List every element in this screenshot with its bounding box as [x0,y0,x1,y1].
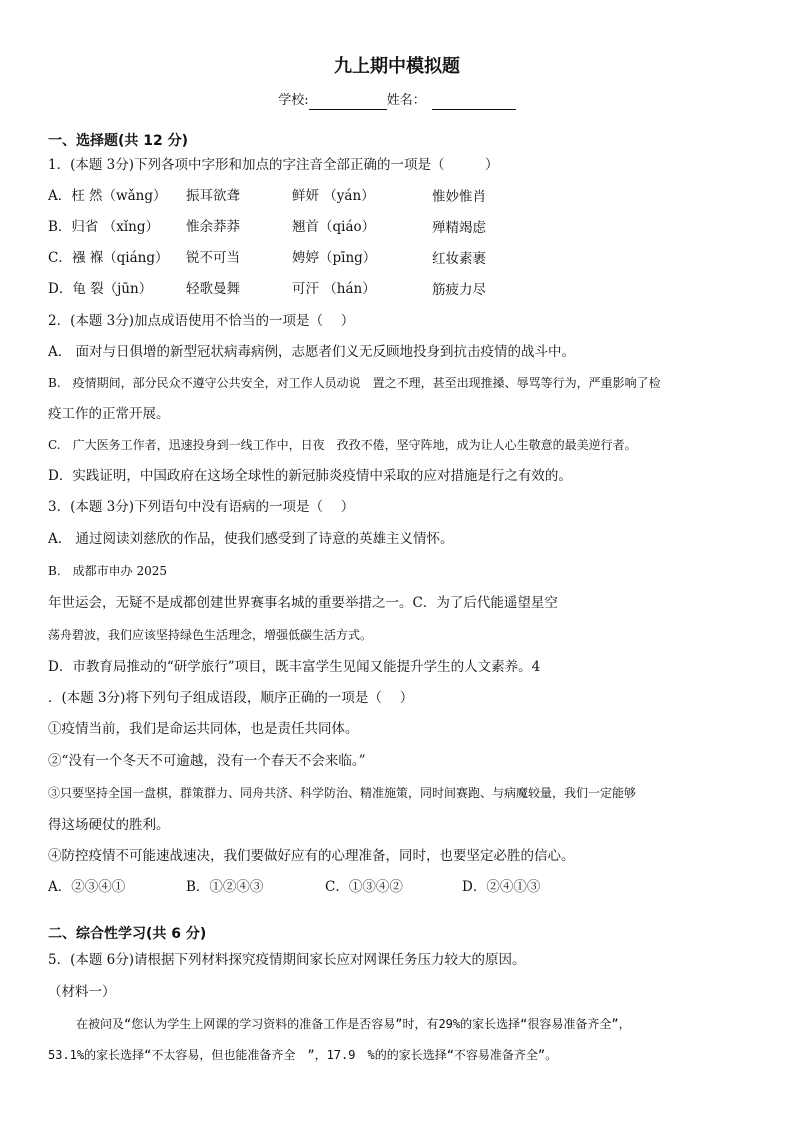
q3-option-b-line1: B. 成都市申办 2025 [48,564,167,578]
q2-option-d: D．实践证明，中国政府在这场全球性的新冠肺炎疫情中采取的应对措施是行之有效的。 [48,468,572,484]
school-blank[interactable] [309,95,387,110]
q4-option-a: A．②③④① [48,879,126,895]
q4-sentence-1: ①疫情当前，我们是命运共同体，也是责任共同体。 [48,721,359,737]
q3-option-a: A. 通过阅读刘慈欣的作品，使我们感受到了诗意的英雄主义情怀。 [48,531,454,547]
q1-option-b-word: 翘首（qiáo） [292,219,376,235]
q4-sentence-3-line2: 得这场硬仗的胜利。 [48,817,170,833]
q1-option-c-idiom2: 红妆素裹 [432,251,486,267]
q1-option-d-idiom: 轻歌曼舞 [186,281,240,297]
q3-option-c: 荡舟碧波，我们应该坚持绿色生活理念，增强低碳生活方式。 [48,628,373,642]
q1-option-a-idiom: 振耳欲聋 [186,188,240,204]
q1-option-a-word: 鲜妍 （yán） [292,188,375,204]
material-1-label: （材料一） [48,984,116,1000]
question-3-stem: 3．(本题 3分)下列语句中没有语病的一项是（ ） [48,499,355,515]
question-1-stem: 1．(本题 3分)下列各项中字形和加点的字注音全部正确的一项是（ ） [48,157,499,173]
q4-sentence-4: ④防控疫情不可能速战速决，我们要做好应有的心理准备，同时，也要坚定必胜的信心。 [48,848,575,864]
question-5-stem: 5．(本题 6分)请根据下列材料探究疫情期间家长应对网课任务压力较大的原因。 [48,952,526,968]
section-heading-choice: 一、选择题(共 12 分) [48,133,189,149]
student-info-line [0,92,794,110]
q4-option-b: B．①②④③ [186,879,264,895]
q1-option-d-idiom2: 筋疲力尽 [432,282,486,298]
school-label: 学校: [278,93,309,108]
q1-option-d-word: 可汗 （hán） [292,281,376,297]
q1-option-c: C．襁 褓（qiáng） [48,250,169,266]
section-heading-comprehensive: 二、综合性学习(共 6 分) [48,926,207,942]
q1-option-b-idiom2: 殚精竭虑 [432,220,486,236]
q1-option-b: B．归省 （xǐng） [48,219,159,235]
q3-option-b-line2: 年世运会，无疑不是成都创建世界赛事名城的重要举措之一。C．为了后代能遥望星空 [48,595,558,611]
name-blank[interactable] [432,95,516,110]
q1-option-d: D．龟 裂（jūn） [48,281,153,297]
q4-option-c: C．①③④② [325,879,403,895]
q1-option-c-word: 娉婷（pīng） [292,250,377,266]
material-1-paragraph-line1: 在被问及“您认为学生上网课的学习资料的准备工作是否容易”时，有29%的家长选择“很容易准备齐全”， [76,1017,631,1031]
q1-option-b-idiom: 惟余莽莽 [186,219,240,235]
q2-option-b-line2: 疫工作的正常开展。 [48,406,170,422]
q3-option-d: D．市教育局推动的“研学旅行”项目，既丰富学生见闻又能提升学生的人文素养。4 [48,659,541,675]
q2-option-c: C. 广大医务工作者，迅速投身到一线工作中，日夜 孜孜不倦，坚守阵地，成为让人心生敬意的最美逆行者。 [48,438,637,452]
question-4-stem: ．(本题 3分)将下列句子组成语段，顺序正确的一项是（ ） [48,690,414,706]
q1-option-a: A．枉 然（wǎng） [48,188,167,204]
q4-sentence-2: ②“没有一个冬天不可逾越，没有一个春天不会来临。” [48,753,366,769]
name-label: 姓名： [386,93,426,108]
question-2-stem: 2．(本题 3分)加点成语使用不恰当的一项是（ ） [48,313,355,329]
q2-option-a: A. 面对与日俱增的新型冠状病毒病例，志愿者们义无反顾地投身到抗击疫情的战斗中。 [48,344,576,360]
q1-option-c-idiom: 锐不可当 [186,250,240,266]
q4-option-d: D．②④①③ [462,879,541,895]
q1-option-a-idiom2: 惟妙惟肖 [432,189,486,205]
q4-sentence-3-line1: ③只要坚持全国一盘棋，群策群力、同舟共济、科学防治、精准施策，同时间赛跑、与病魔较量，我们一定能够 [48,786,637,800]
page-title: 九上期中模拟题 [334,56,460,77]
material-1-paragraph-line2: 53.1%的家长选择“不太容易，但也能准备齐全 ”，17.9 %的的家长选择“不容易准备齐全”。 [48,1048,558,1062]
q2-option-b-line1: B. 疫情期间，部分民众不遵守公共安全，对工作人员动说 置之不理，甚至出现推搡、辱骂等行为，严重影响了检 [48,376,661,390]
